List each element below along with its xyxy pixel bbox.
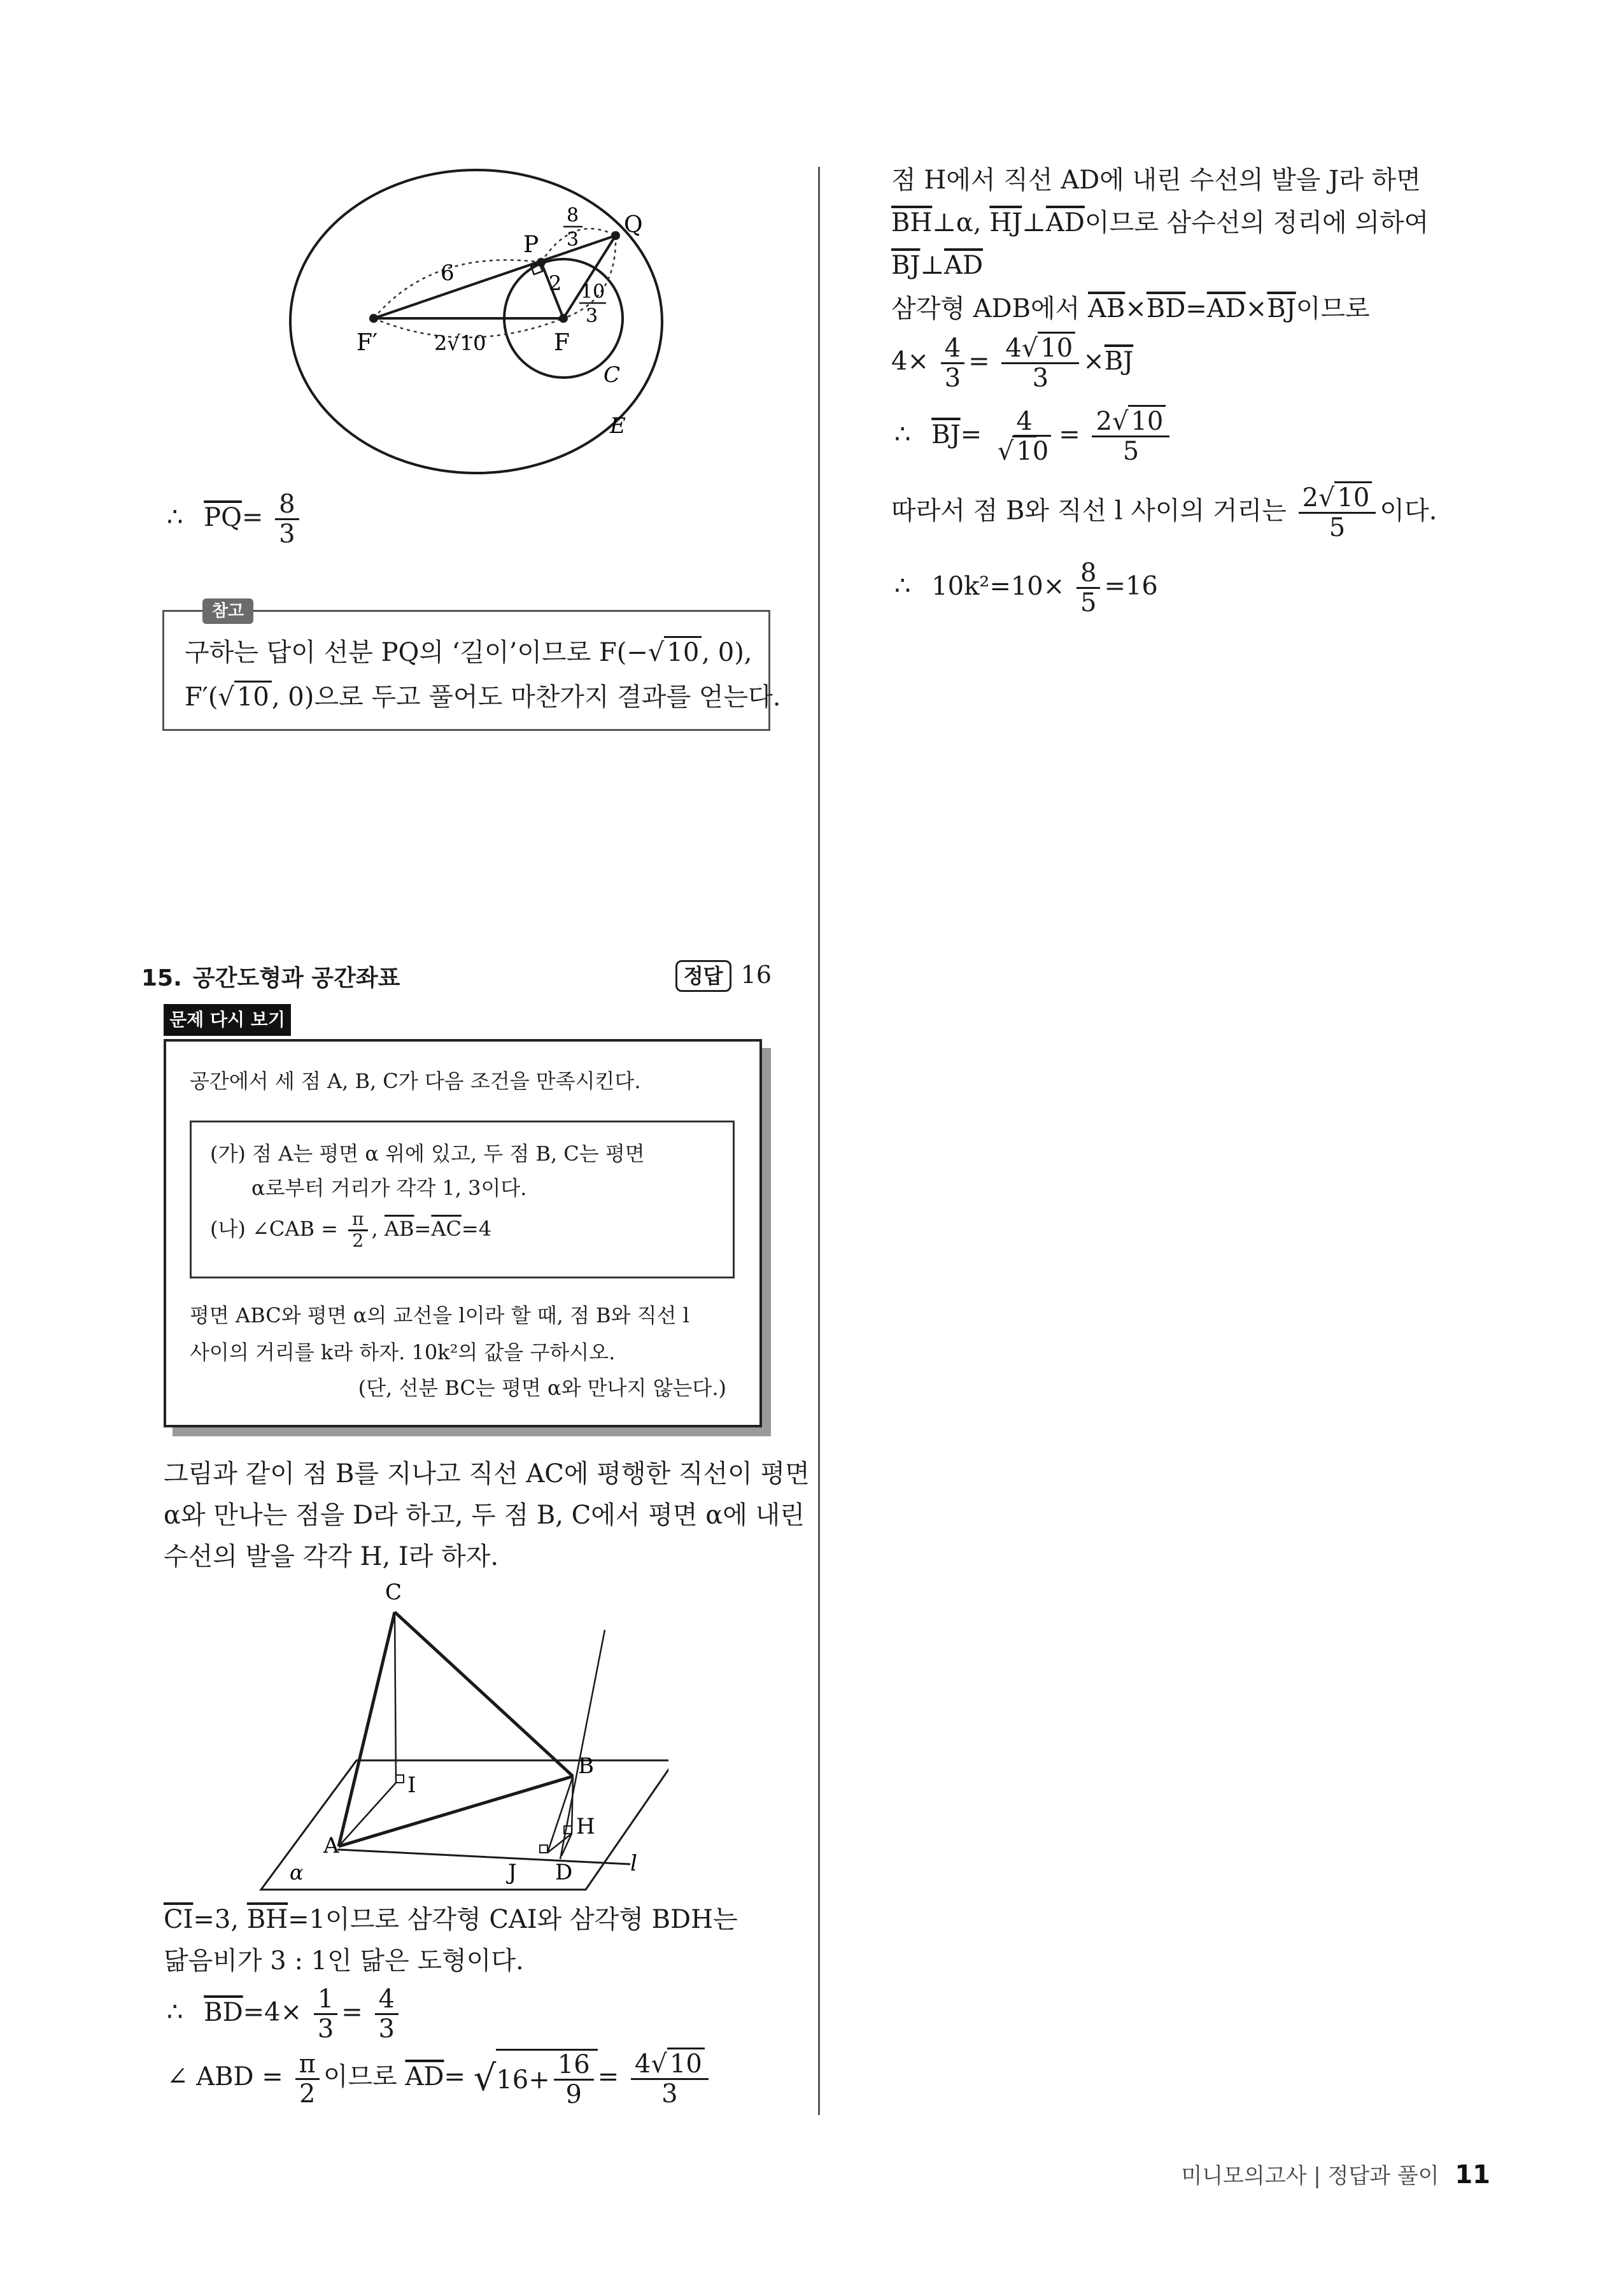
eq2-bj: $\overline{BJ}$ (931, 420, 961, 449)
dist-rad: 10 (1334, 481, 1372, 513)
solution-para-2: α와 만나는 점을 D라 하고, 두 점 B, C에서 평면 α에 내린 (164, 1501, 805, 1530)
eq1-sqrt: √ 10 (1022, 334, 1075, 362)
note-tag: 참고 (202, 598, 253, 624)
condition-b-ab: $\overline{AB}$ (384, 1216, 414, 1241)
eq1-den-2: 3 (1032, 364, 1049, 393)
column-divider (818, 167, 820, 2115)
eq2-rad-den: 10 (1013, 435, 1051, 466)
problem-ask-1: 평면 ABC와 평면 α의 교선을 l이라 할 때, 점 B와 직선 l (190, 1303, 689, 1327)
rl2-a: ⊥α, (932, 208, 982, 237)
note-line-1 (185, 637, 752, 669)
question-header (141, 960, 772, 996)
segment-cb (395, 1612, 573, 1776)
dist-sqrt: √ 10 (1318, 484, 1372, 512)
condition-a-2: α로부터 거리가 각각 1, 3이다. (251, 1176, 527, 1200)
point-f (559, 314, 568, 323)
fig-label-alpha: α (290, 1860, 304, 1885)
page-number: 11 (1455, 2160, 1490, 2190)
abd-den: 2 (299, 2079, 316, 2109)
condition-b-frac (348, 1210, 367, 1251)
label-c: C (604, 362, 621, 388)
review-tag: 문제 다시 보기 (164, 1004, 291, 1036)
abd-res-rad: 10 (667, 2048, 705, 2079)
right-eq-1 (891, 334, 1133, 392)
condition-b-num: π (348, 1210, 367, 1231)
problem-intro: 공간에서 세 점 A, B, C가 다음 조건을 만족시킨다. (190, 1069, 641, 1093)
rl4-bd: $\overline{BD}$ (1146, 294, 1186, 323)
eq2-eq2: = (1059, 420, 1080, 449)
note-rad-2: 10 (234, 681, 272, 712)
abd-text: 이므로 (323, 2062, 397, 2091)
rl3-bj: $\overline{BJ}$ (891, 251, 921, 280)
rl3-ad: $\overline{AD}$ (944, 251, 984, 280)
label-fprime: F′ (357, 330, 378, 356)
rl3-a: ⊥ (920, 251, 945, 280)
ellipse-figure (274, 159, 681, 484)
ci-line-b: =1이므로 삼각형 CAI와 삼각형 BDH는 (288, 1905, 738, 1934)
pq-fraction (275, 490, 299, 548)
segment-ci (395, 1612, 396, 1783)
dist-b: 이다. (1380, 496, 1437, 526)
right-distance (891, 484, 1437, 542)
ratio-line: 닮음비가 3 : 1인 닮은 도형이다. (164, 1946, 524, 1976)
eq2-num-1: 4 (1012, 407, 1036, 437)
condition-b-prefix: (나) ∠CAB = (210, 1216, 338, 1241)
pq-den: 3 (279, 520, 295, 549)
label-p: P (523, 232, 539, 258)
problem-ask-2: 사이의 거리를 k라 하자. 10k²의 값을 구하시오. (190, 1340, 616, 1364)
label-two: 2 (549, 271, 562, 295)
final-b: =16 (1104, 571, 1158, 601)
note-rad-1: 10 (664, 636, 702, 667)
note-line-1b: , 0), (702, 638, 752, 667)
note-line-2b: , 0)으로 두고 풀어도 마찬가지 결과를 얻는다. (271, 683, 781, 712)
bd-eq: = (341, 1997, 363, 2027)
answer-tag: 정답 (675, 960, 731, 992)
abd-radicand (496, 2049, 597, 2109)
eq1-eq: = (968, 346, 990, 376)
eq1-frac-1 (941, 334, 964, 392)
note-sqrt-2: √ 10 (218, 681, 271, 713)
question-title: 공간도형과 공간좌표 (192, 965, 400, 991)
therefore-pq (167, 490, 303, 548)
abd-rad-a: 16+ (496, 2065, 550, 2095)
note-line-1a: 구하는 답이 선분 PQ의 ‘길이’이므로 F(− (185, 638, 648, 667)
eq2-den-2: 5 (1122, 437, 1140, 466)
note-line-2a: F′( (185, 683, 218, 712)
fig-label-l: l (630, 1851, 637, 1876)
solution-para-3: 수선의 발을 각각 H, I라 하자. (164, 1542, 499, 1571)
abd-res-num (631, 2050, 709, 2080)
answer-value: 16 (740, 961, 772, 989)
fig-label-i: I (407, 1772, 416, 1798)
eq1-a: 4× (891, 346, 929, 376)
final-therefore: ∴ (894, 571, 911, 601)
right-line-1: 점 H에서 직선 AD에 내린 수선의 발을 J라 하면 (891, 166, 1421, 195)
abd-frac (295, 2050, 320, 2108)
rl2-hj: $\overline{HJ}$ (989, 208, 1022, 237)
dist-den: 5 (1329, 513, 1346, 542)
abd-eq: = (444, 2062, 465, 2091)
abd-res-sqrt: √ 10 (651, 2050, 704, 2078)
segment-ca (339, 1612, 395, 1846)
bd-segment: $\overline{BD}$ (204, 1997, 243, 2027)
rl2-bh: $\overline{BH}$ (891, 208, 933, 237)
abd-res-num-a: 4 (634, 2049, 651, 2079)
bd-num-2: 4 (375, 1985, 399, 2015)
question-number: 15. (141, 965, 182, 991)
rl2-b: ⊥ (1022, 208, 1046, 237)
eq2-therefore: ∴ (894, 420, 911, 449)
right-line-4 (891, 293, 1370, 325)
abd-equation (167, 2049, 712, 2109)
eq1-rad: 10 (1038, 332, 1075, 363)
final-num: 8 (1077, 559, 1100, 589)
condition-b-eq: = (414, 1216, 432, 1241)
eq2-rad: 10 (1128, 405, 1166, 436)
label-three-b: 3 (586, 305, 598, 327)
label-q: Q (624, 212, 643, 238)
condition-b: (나) ∠CAB = $\frac{\pi}{2}$ , $\overline{AB}=\overline{AC}=4$ (210, 1208, 492, 1251)
ci-line-a: =3, (193, 1905, 239, 1934)
bd-den-2: 3 (378, 2014, 395, 2044)
label-three-a: 3 (567, 229, 579, 251)
eq1-den-1: 3 (944, 364, 961, 393)
fig-label-h: H (576, 1814, 595, 1839)
bd-den-1: 3 (317, 2014, 334, 2044)
rl4-ab: $\overline{AB}$ (1088, 294, 1126, 323)
eq2-eq: = (960, 420, 982, 449)
bd-equation (167, 1985, 402, 2043)
abd-res-frac (631, 2050, 709, 2108)
right-final (894, 559, 1158, 617)
pq-num: 8 (275, 490, 299, 520)
rl2-c: 이므로 삼수선의 정리에 의하여 (1084, 208, 1429, 237)
rl4-b: × (1125, 294, 1147, 323)
bd-mid: =4× (243, 1997, 302, 2027)
abd-num: π (295, 2050, 320, 2080)
note-sqrt-1: √ 10 (648, 637, 702, 669)
right-angle-j (540, 1845, 547, 1853)
label-2sqrt10: 2√10 (434, 331, 486, 355)
bd-therefore: ∴ (167, 1997, 183, 2027)
final-frac (1077, 559, 1100, 617)
footer-text: 미니모의고사 | 정답과 풀이 (1181, 2163, 1439, 2189)
label-six: 6 (441, 260, 455, 286)
fig-label-j: J (508, 1860, 517, 1885)
abd-rad-num: 16 (554, 2051, 594, 2081)
ellipse-e (290, 170, 662, 473)
label-f: F (554, 330, 570, 356)
eq1-frac-2 (1001, 334, 1079, 392)
fig-label-c: C (385, 1580, 402, 1605)
bd-num-1: 1 (314, 1985, 337, 2015)
condition-b-ac: $\overline{AC}$ (431, 1216, 462, 1241)
label-e: E (610, 413, 626, 439)
label-eight: 8 (567, 204, 579, 227)
ci-line (164, 1904, 738, 1935)
condition-a-1: (가) 점 A는 평면 α 위에 있고, 두 점 B, C는 평면 (210, 1142, 645, 1166)
eq2-frac-2 (1092, 407, 1169, 465)
space-figure (248, 1573, 668, 1916)
rl4-ad: $\overline{AD}$ (1206, 294, 1246, 323)
plane-alpha (261, 1760, 668, 1890)
bh-segment: $\overline{BH}$ (246, 1905, 288, 1934)
eq2-num-2 (1092, 407, 1169, 437)
eq2-sqrt: √ 10 (1112, 407, 1166, 435)
segment-bh (572, 1776, 573, 1834)
rl4-bj: $\overline{BJ}$ (1267, 294, 1296, 323)
rl4-a: 삼각형 ADB에서 (891, 294, 1080, 323)
line-l (337, 1850, 630, 1864)
answer-area (675, 960, 772, 992)
rl2-ad: $\overline{AD}$ (1045, 208, 1085, 237)
label-ten: 10 (581, 281, 605, 303)
condition-b-val: =4 (461, 1216, 492, 1241)
point-q (611, 231, 620, 240)
ci-segment: $\overline{CI}$ (164, 1905, 194, 1934)
right-line-3 (891, 250, 983, 281)
dist-frac (1299, 484, 1376, 542)
eq2-frac-1 (994, 407, 1055, 465)
fig-label-d: D (555, 1860, 573, 1885)
dist-a: 따라서 점 B와 직선 l 사이의 거리는 (891, 496, 1287, 526)
abd-ad: $\overline{AD}$ (405, 2062, 444, 2091)
rl4-c: = (1185, 294, 1207, 323)
segment-ab (339, 1776, 573, 1846)
abd-res-den: 3 (661, 2079, 678, 2109)
rl4-e: 이므로 (1296, 294, 1370, 323)
eq2-num-2a: 2 (1096, 407, 1112, 436)
therefore-symbol: ∴ (167, 502, 183, 532)
eq1-times: × (1083, 346, 1105, 376)
abd-sqrt: √ (473, 2058, 497, 2099)
point-p (537, 258, 546, 267)
dist-num-a: 2 (1302, 483, 1318, 513)
eq1-num-2a: 4 (1005, 334, 1022, 363)
point-fprime (369, 314, 378, 323)
right-line-2 (891, 207, 1429, 239)
pq-segment: $\overline{PQ}$ (204, 502, 242, 532)
eq2-den-1 (994, 437, 1055, 465)
fig-label-b: B (578, 1753, 594, 1779)
bd-frac-2 (375, 1985, 399, 2043)
pq-eq: = (241, 502, 264, 532)
abd-rad-den: 9 (565, 2080, 582, 2109)
eq1-num-1: 4 (941, 334, 964, 364)
solution-para-1: 그림과 같이 점 B를 지나고 직선 AC에 평행한 직선이 평면 (164, 1459, 810, 1489)
eq1-bj: $\overline{BJ}$ (1104, 346, 1134, 376)
rl4-d: × (1245, 294, 1267, 323)
final-den: 5 (1080, 588, 1097, 618)
final-a: 10k²=10× (931, 571, 1065, 601)
dist-num (1299, 484, 1376, 514)
segment-fprime-q (374, 236, 616, 318)
bd-frac-1 (314, 1985, 337, 2043)
condition-b-den: 2 (352, 1229, 364, 1251)
right-eq-2 (894, 407, 1173, 465)
right-angle-i (396, 1775, 404, 1783)
eq2-sqrt-den: √ 10 (998, 437, 1051, 465)
page-footer (1181, 2158, 1490, 2190)
abd-eq2: = (597, 2062, 619, 2091)
eq1-num-2 (1001, 334, 1079, 364)
abd-rad-frac (554, 2051, 594, 2109)
abd-prefix: ∠ ABD = (167, 2062, 283, 2091)
problem-ask-3: (단, 선분 BC는 평면 α와 만나지 않는다.) (358, 1376, 726, 1400)
fig-label-a: A (323, 1833, 339, 1858)
note-line-2 (185, 681, 781, 713)
